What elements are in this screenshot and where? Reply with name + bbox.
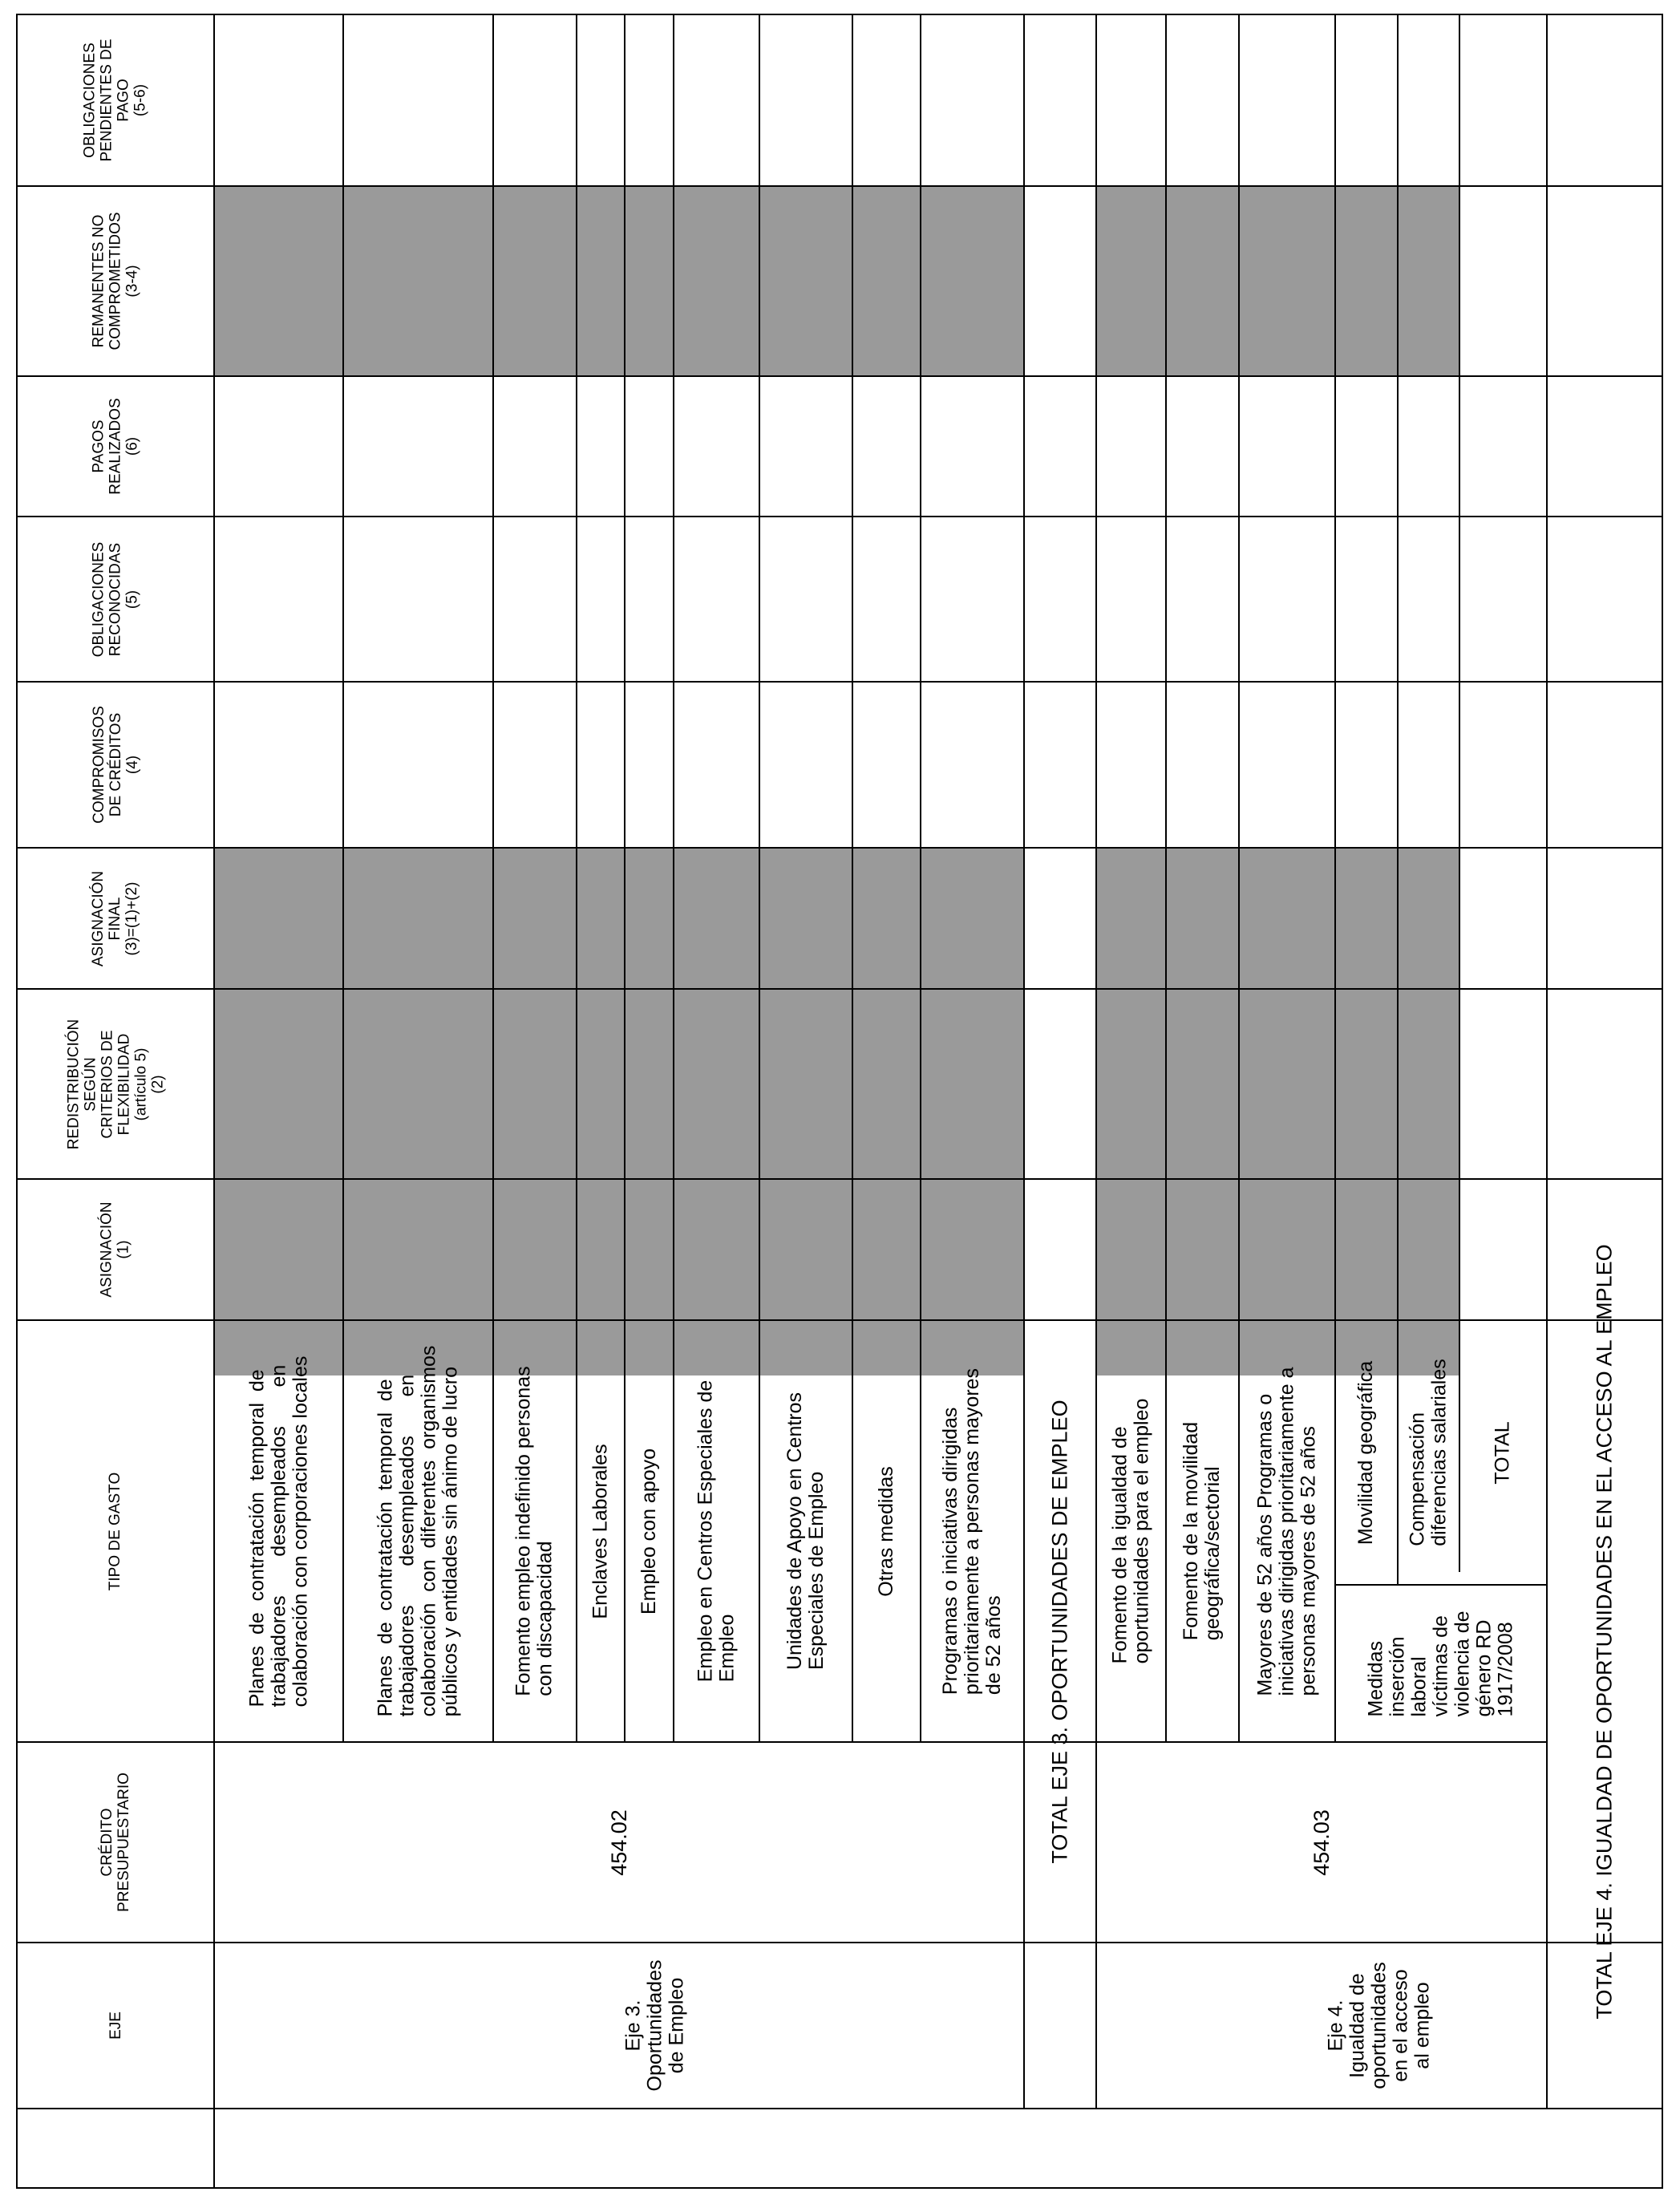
header-tipo-gasto: TIPO DE GASTO xyxy=(107,1472,124,1590)
hline-5 xyxy=(16,847,1663,849)
eje3-credito: 454.02 xyxy=(606,1809,631,1876)
eje4-row-1: Fomento de la igualdad de oportunidades para el empleo xyxy=(1108,1398,1153,1664)
border-bottom xyxy=(16,2187,1663,2189)
eje3-name: Eje 3. Oportunidades de Empleo xyxy=(621,1959,688,2092)
shade-eje3-asignacion-final xyxy=(214,848,1024,989)
shade-eje3-remanentes xyxy=(214,186,1024,376)
header-pagos-realizados: PAGOS REALIZADOS (6) xyxy=(90,398,141,495)
eje3-row-3: Fomento empleo indefinido personas con discapacidad xyxy=(512,1366,557,1696)
eje3-row-8: Otras medidas xyxy=(875,1465,897,1597)
eje4-medidas-compensacion: Compensación diferencias salariales xyxy=(1406,1359,1451,1546)
header-asignacion: ASIGNACIÓN (1) xyxy=(99,1201,132,1298)
eje4-credito: 454.03 xyxy=(1309,1809,1334,1876)
eje4-medidas-movilidad: Movilidad geográfica xyxy=(1354,1360,1378,1545)
eje4-row-3: Mayores de 52 años Programas o iniciativas dirigidas prioritariamente a personas mayores de 52 años xyxy=(1253,1367,1320,1696)
header-asignacion-final: ASIGNACIÓN FINAL (3)=(1)+(2) xyxy=(90,870,141,966)
hline-7 xyxy=(16,1178,1663,1180)
eje3-row-4: Enclaves Laborales xyxy=(589,1443,612,1619)
shade-eje4-asignacion-final xyxy=(1096,848,1459,989)
shade-eje4-redistribucion xyxy=(1096,989,1459,1179)
eje3-row-5: Empleo con apoyo xyxy=(638,1448,660,1615)
eje3-row-1: Planes de contratación temporal de trabajadores desempleados en colaboración con corporaciones locales xyxy=(245,1355,312,1707)
border-top xyxy=(16,14,1663,15)
hline-1 xyxy=(16,185,1663,187)
header-obligaciones-pendientes: OBLIGACIONES PENDIENTES DE PAGO (5-6) xyxy=(82,38,149,162)
eje4-total: TOTAL EJE 4. IGUALDAD DE OPORTUNIDADES EN EL ACCESO AL EMPLEO xyxy=(1592,1243,1617,2020)
eje3-row-9: Programas o iniciativas dirigidas prioritariamente a personas mayores de 52 años xyxy=(939,1367,1006,1695)
header-compromisos: COMPROMISOS DE CRÉDITOS (4) xyxy=(90,706,141,824)
header-obligaciones-reconocidas: OBLIGACIONES RECONOCIDAS (5) xyxy=(90,541,141,657)
hline-eje xyxy=(16,2108,1663,2109)
header-credito: CRÉDITO PRESUPUESTARIO xyxy=(98,1773,132,1912)
hline-3 xyxy=(16,516,1663,517)
hline-2 xyxy=(16,375,1663,377)
shade-eje4-remanentes xyxy=(1096,186,1459,376)
eje4-medidas-label: Medidas inserción laboral víctimas de violencia de género RD 1917/2008 xyxy=(1364,1610,1517,1717)
hline-4 xyxy=(16,681,1663,683)
header-eje: EJE xyxy=(107,2012,124,2040)
shade-eje3-redistribucion xyxy=(214,989,1024,1179)
eje3-row-7: Unidades de Apoyo en Centros Especiales de Empleo xyxy=(783,1392,828,1671)
eje3-row-2: Planes de contratación temporal de trabajadores desempleados en colaboración con diferentes organismos públicos y entidades sin ánimo de lucro xyxy=(374,1345,462,1717)
hline-6 xyxy=(16,988,1663,990)
eje4-medidas-total: TOTAL xyxy=(1491,1420,1514,1485)
eje3-total: TOTAL EJE 3. OPORTUNIDADES DE EMPLEO xyxy=(1047,1399,1072,1864)
header-redistribucion: REDISTRIBUCIÓN SEGÚN CRITERIOS DE FLEXIBILIDAD (artículo 5) (2) xyxy=(64,1019,166,1149)
border-right xyxy=(1662,14,1663,2189)
eje4-name: Eje 4. Igualdad de oportunidades en el acceso al empleo xyxy=(1324,1962,1434,2089)
eje3-row-6: Empleo en Centros Especiales de Empleo xyxy=(694,1380,739,1683)
header-remanentes: REMANENTES NO COMPROMETIDOS (3-4) xyxy=(90,212,141,350)
eje4-row-2: Fomento de la movilidad geográfica/sectorial xyxy=(1180,1421,1225,1641)
